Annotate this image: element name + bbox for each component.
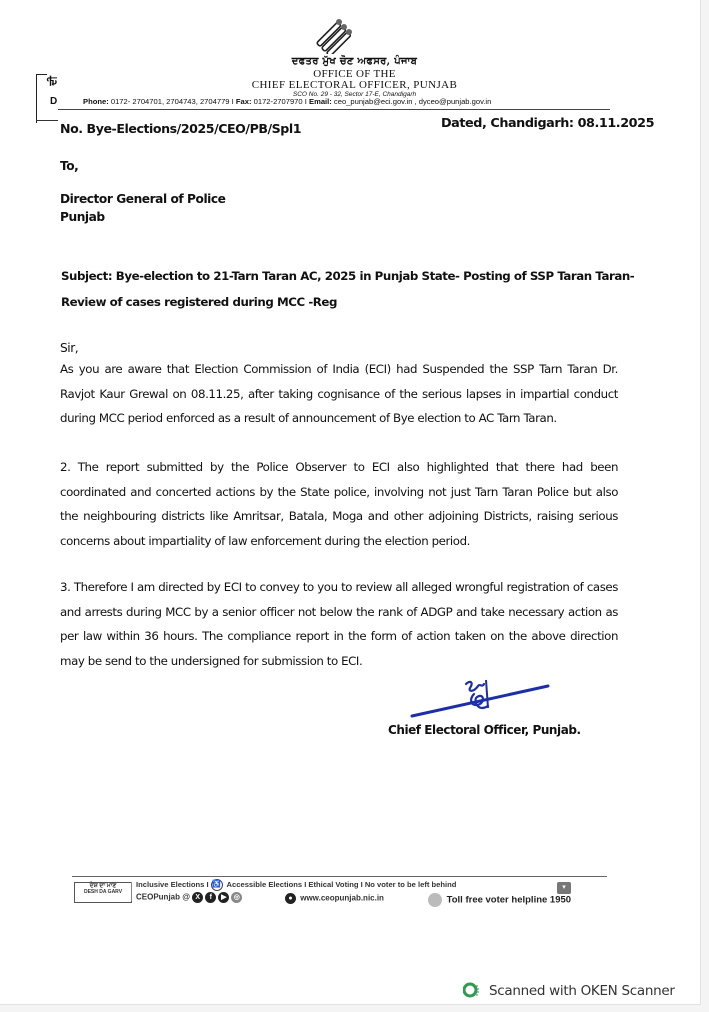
letterhead-office-line: OFFICE OF THE — [313, 68, 396, 80]
accessibility-icon: ♿ — [211, 879, 223, 891]
helpline-text: Toll free voter helpline 1950 — [446, 894, 572, 906]
reference-number: No. Bye-Elections/2025/CEO/PB/Spl1 — [60, 121, 302, 136]
app-icon: ▾ — [557, 882, 571, 894]
salutation: Sir, — [60, 341, 79, 355]
fax-number: 0172-2707970 — [253, 97, 303, 106]
separator: I — [231, 97, 236, 106]
oken-scanner-icon — [463, 982, 479, 998]
email-addresses[interactable]: ceo_punjab@eci.gov.in , dyceo@punjab.gov.in — [333, 97, 492, 106]
footer-slogan — [136, 879, 456, 891]
subject-line-1: Subject: Bye-election to 21-Tarn Taran AC, 2025 in Punjab State- Posting of SSP Taran Taran- — [61, 269, 635, 283]
slogan-inclusive: Inclusive Elections I — [136, 880, 209, 889]
side-mark-punjabi: ਦੀ — [48, 76, 59, 86]
side-mark-bracket — [36, 74, 47, 123]
paragraph-3: 3. Therefore I am directed by ECI to convey to you to review all alleged wrongful registration of cases and arrests during MCC by a senior officer not below the rank of ADGP and take necessary action as per law within 36 hours. The compliance report in the form of action taken on the above direction may be send to the undersigned for submission to ECI. — [60, 580, 618, 668]
to-label: To, — [60, 159, 79, 173]
footer-social — [136, 892, 244, 903]
website-link[interactable]: www.ceopunjab.nic.in — [300, 893, 384, 903]
paragraph-1: As you are aware that Election Commission of India (ECI) had Suspended the SSP Tarn Taran Dr. Ravjot Kaur Grewal on 08.11.25, after taking cognisance of the serious lapses in impartial conduct during MCC period enforced as a result of announcement of Bye election to AC Tarn Taran. — [60, 362, 618, 426]
x-twitter-icon[interactable]: X — [192, 892, 203, 903]
desh-da-garv-logo — [74, 882, 132, 903]
helpline-person-icon — [428, 893, 442, 907]
letterhead-office-name: CHIEF ELECTORAL OFFICER, PUNJAB — [251, 79, 458, 91]
letterhead-contact — [83, 97, 491, 106]
eci-logo-icon — [310, 14, 354, 54]
side-mark-letter: D — [50, 96, 58, 107]
youtube-icon[interactable]: ▶ — [218, 892, 229, 903]
globe-icon: ● — [285, 893, 296, 904]
email-label: Email: — [309, 97, 332, 106]
signatory-title: Chief Electoral Officer, Punjab. — [388, 723, 581, 737]
paragraph-2: 2. The report submitted by the Police Observer to ECI also highlighted that there had been coordinated and concerted actions by the State police, involving not just Tarn Taran Police but also the neighbouring districts like Amritsar, Batala, Moga and other adjoining Districts, raising serious concerns about impartiality of law enforcement during the election period. — [60, 460, 618, 548]
recipient-designation: Director General of Police — [60, 192, 226, 206]
subject-line-2: Review of cases registered during MCC -Reg — [61, 295, 337, 309]
instagram-icon[interactable]: ◎ — [231, 892, 242, 903]
logo-punjabi-text: ਦੇਸ਼ ਦਾ ਮਾਣ — [89, 883, 117, 889]
signature-icon — [408, 678, 558, 723]
footer-divider — [72, 876, 607, 877]
footer-website — [285, 893, 384, 904]
separator: I — [304, 97, 309, 106]
footer-separator — [131, 882, 132, 901]
recipient-state: Punjab — [60, 210, 105, 224]
fax-label: Fax: — [235, 97, 252, 106]
phone-numbers: 0172- 2704701, 2704743, 2704779 — [110, 97, 230, 106]
scanner-watermark — [463, 982, 675, 999]
letter-date: Dated, Chandigarh: 08.11.2025 — [441, 116, 655, 131]
slogan-rest: Accessible Elections I Ethical Voting I No voter to be left behind — [226, 880, 457, 889]
scanner-text: Scanned with OKEN Scanner — [489, 983, 675, 999]
social-handle: CEOPunjab @ — [136, 892, 191, 902]
letterhead-punjabi-title: ਦਫਤਰ ਮੁੱਖ ਚੋਣ ਅਫਸਰ, ਪੰਜਾਬ — [291, 56, 418, 67]
letterhead-address: SCO No. 29 - 32, Sector 17-E, Chandigarh — [292, 91, 417, 98]
letterhead-divider — [58, 109, 610, 110]
phone-label: Phone: — [83, 97, 109, 106]
facebook-icon[interactable]: f — [205, 892, 216, 903]
footer-helpline — [428, 893, 571, 907]
side-mark-underline — [36, 120, 58, 121]
logo-english-text: DESH DA GARV — [83, 889, 123, 895]
